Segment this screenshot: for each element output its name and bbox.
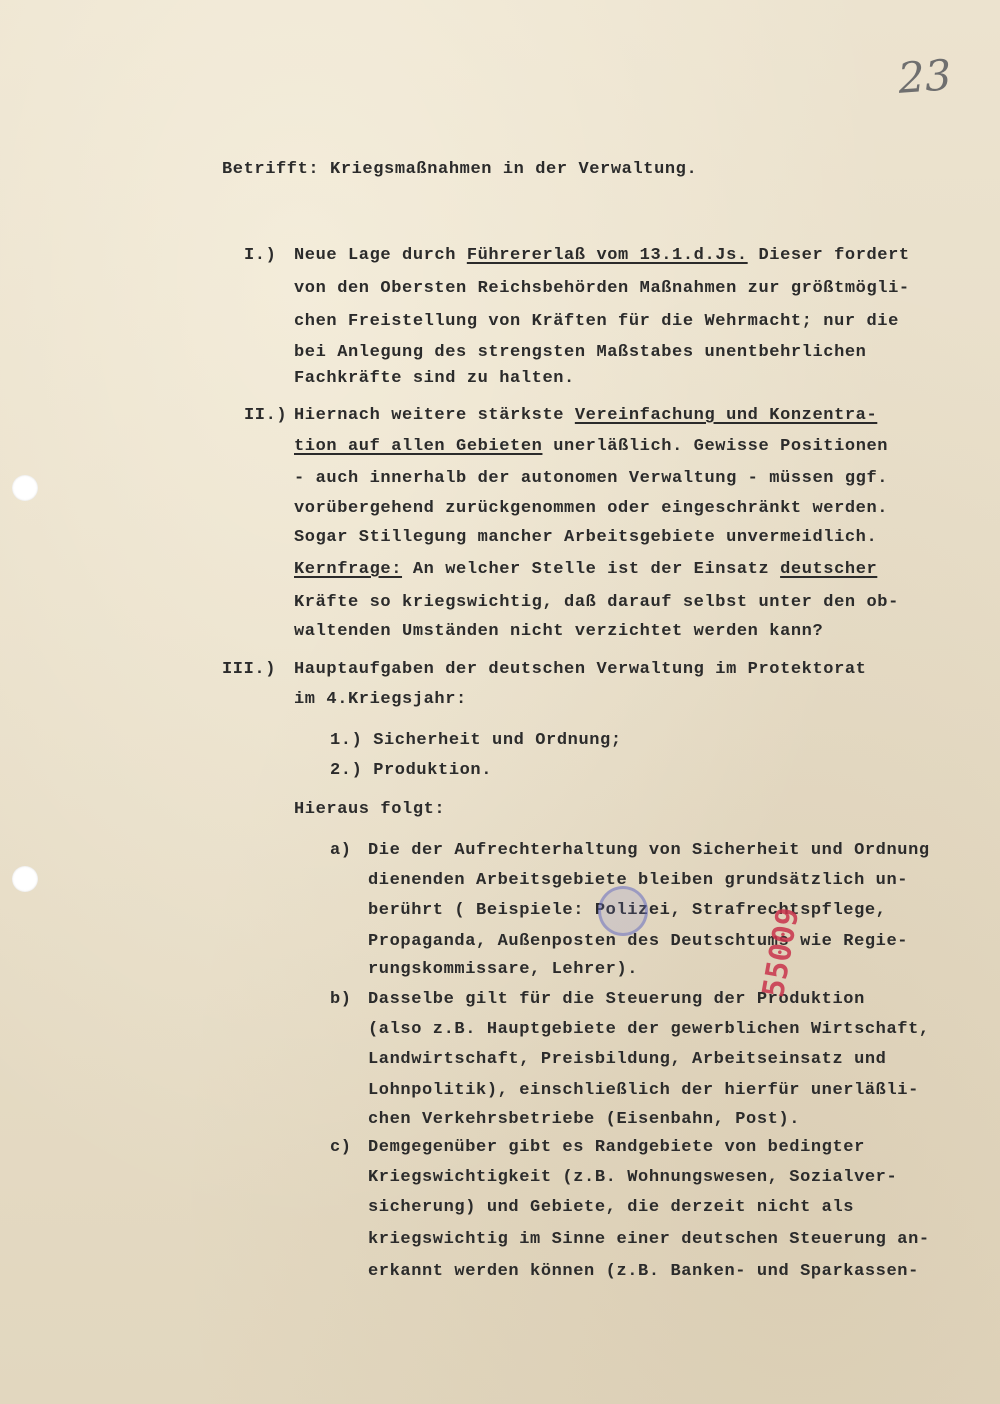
- paragraph-line: erkannt werden können (z.B. Banken- und Sparkassen-: [368, 1262, 919, 1281]
- underlined-text: Vereinfachung und Konzentra-: [574, 406, 878, 425]
- section-number: I.): [244, 246, 277, 265]
- paragraph-line: dienenden Arbeitsgebiete bleiben grundsätzlich un-: [368, 871, 909, 890]
- task-item: 2.) Produktion.: [330, 761, 493, 780]
- paragraph-line: Fachkräfte sind zu halten.: [294, 369, 575, 388]
- paragraph-line: im 4.Kriegsjahr:: [294, 690, 467, 709]
- section-number: III.): [222, 660, 277, 679]
- paragraph-line: waltenden Umständen nicht verzichtet werden kann?: [294, 622, 824, 641]
- list-label: c): [330, 1138, 352, 1157]
- paragraph-line: rungskommissare, Lehrer).: [368, 960, 639, 979]
- paragraph-line: (also z.B. Hauptgebiete der gewerblichen Wirtschaft,: [368, 1020, 930, 1039]
- paragraph-line: Hauptaufgaben der deutschen Verwaltung im Protektorat: [294, 660, 867, 679]
- list-label: b): [330, 990, 352, 1009]
- paragraph-line: Neue Lage durch Führererlaß vom 13.1.d.Js. Dieser fordert: [294, 246, 910, 265]
- paragraph-line: von den Obersten Reichsbehörden Maßnahmen zur größtmögli-: [294, 279, 910, 298]
- paragraph-line: Hieraus folgt:: [294, 800, 446, 819]
- paragraph-line: Kriegswichtigkeit (z.B. Wohnungswesen, Sozialver-: [368, 1168, 898, 1187]
- task-item: 1.) Sicherheit und Ordnung;: [330, 731, 622, 750]
- paragraph-line: tion auf allen Gebieten unerläßlich. Gewisse Positionen: [294, 437, 889, 456]
- paragraph-line: - auch innerhalb der autonomen Verwaltung - müssen ggf.: [294, 469, 889, 488]
- paragraph-line: Hiernach weitere stärkste Vereinfachung und Konzentra-: [294, 406, 878, 425]
- paragraph-line: Dasselbe gilt für die Steuerung der Produktion: [368, 990, 865, 1009]
- paragraph-line: Propaganda, Außenposten des Deutschtums wie Regie-: [368, 932, 909, 951]
- subject-line: Betrifft: Kriegsmaßnahmen in der Verwaltung.: [222, 160, 698, 179]
- ink-seal-mark: [598, 886, 648, 936]
- paragraph-line: berührt ( Beispiele: Polizei, Strafrechtspflege,: [368, 901, 887, 920]
- section-number: II.): [244, 406, 288, 425]
- paragraph-line: Lohnpolitik), einschließlich der hierfür unerläßli-: [368, 1081, 919, 1100]
- punch-hole: [12, 475, 38, 501]
- paragraph-line: Demgegenüber gibt es Randgebiete von bedingter: [368, 1138, 865, 1157]
- paragraph-line: Sogar Stillegung mancher Arbeitsgebiete unvermeidlich.: [294, 528, 878, 547]
- paragraph-line: Landwirtschaft, Preisbildung, Arbeitseinsatz und: [368, 1050, 887, 1069]
- paragraph-line: Kräfte so kriegswichtig, daß darauf selbst unter den ob-: [294, 593, 899, 612]
- paragraph-line: sicherung) und Gebiete, die derzeit nicht als: [368, 1198, 855, 1217]
- underlined-text: tion auf allen Gebieten: [294, 437, 543, 456]
- underlined-text: Kernfrage:: [294, 560, 403, 579]
- paragraph-line: vorübergehend zurückgenommen oder eingeschränkt werden.: [294, 499, 889, 518]
- handwritten-page-number: 23: [896, 50, 954, 103]
- paragraph-line: chen Freistellung von Kräften für die Wehrmacht; nur die: [294, 312, 899, 331]
- paragraph-line: Kernfrage: An welcher Stelle ist der Einsatz deutscher: [294, 560, 878, 579]
- red-archive-stamp: 55009: [756, 904, 807, 1001]
- paragraph-line: bei Anlegung des strengsten Maßstabes unentbehrlichen: [294, 343, 867, 362]
- list-label: a): [330, 841, 352, 860]
- underlined-text: Führererlaß vom 13.1.d.Js.: [466, 246, 748, 265]
- underlined-text: deutscher: [780, 560, 878, 579]
- paragraph-line: kriegswichtig im Sinne einer deutschen Steuerung an-: [368, 1230, 930, 1249]
- paragraph-line: chen Verkehrsbetriebe (Eisenbahn, Post).: [368, 1110, 801, 1129]
- paragraph-line: Die der Aufrechterhaltung von Sicherheit und Ordnung: [368, 841, 930, 860]
- punch-hole: [12, 866, 38, 892]
